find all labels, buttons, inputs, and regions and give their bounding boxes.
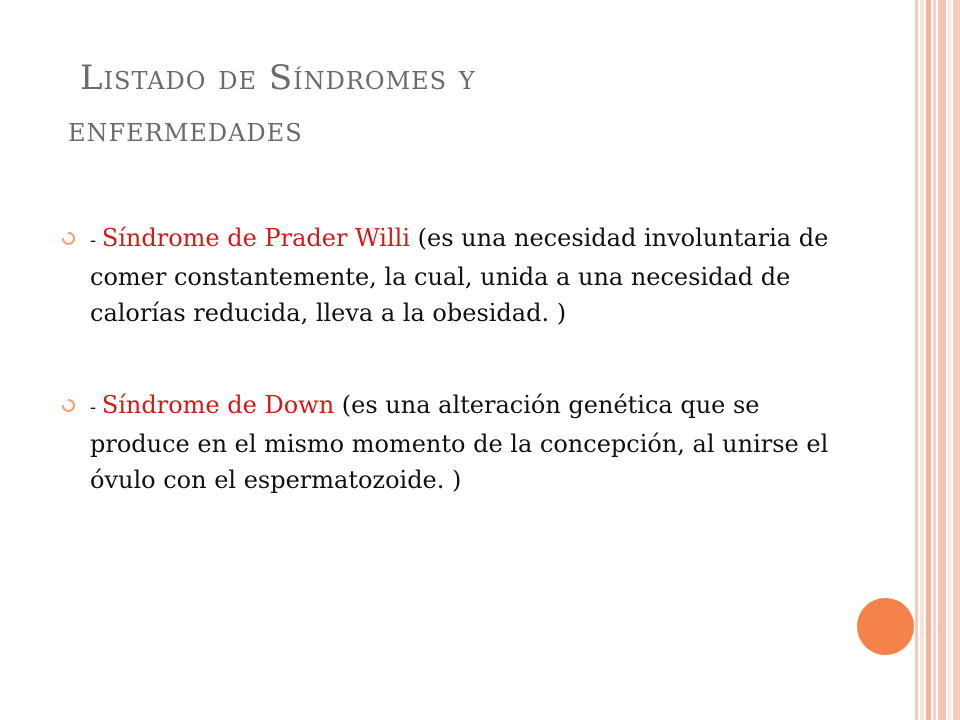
bullet-dash: - bbox=[90, 230, 102, 251]
bullet-item bbox=[62, 387, 852, 498]
bullet-ring-icon bbox=[62, 399, 75, 412]
stripe bbox=[948, 0, 951, 720]
title-line-1: Listado de Síndromes y bbox=[80, 58, 476, 98]
bullet-term: Síndrome de Down bbox=[101, 391, 335, 419]
bullet-text: (es una necesidad involuntaria de comer constantemente, la cual, unida a una necesidad de calorías reducida, lleva a la obesidad. ) bbox=[90, 224, 829, 327]
title-line-2: enfermedades bbox=[68, 110, 303, 150]
bullet-text: (es una alteración genética que se produce en el mismo momento de la concepción, al unirse el óvulo con el espermatozoide. ) bbox=[90, 391, 829, 494]
stripe bbox=[920, 0, 924, 720]
stripe bbox=[926, 0, 931, 720]
stripe bbox=[915, 0, 918, 720]
bullet-item bbox=[62, 220, 852, 331]
decorative-orb-icon bbox=[857, 598, 914, 655]
bullet-dash: - bbox=[90, 397, 102, 418]
stripe bbox=[938, 0, 946, 720]
decorative-stripes bbox=[915, 0, 960, 720]
bullet-term: Síndrome de Prader Willi bbox=[101, 224, 411, 252]
stripe bbox=[953, 0, 960, 720]
stripe bbox=[933, 0, 936, 720]
slide-title bbox=[68, 52, 780, 156]
bullet-ring-icon bbox=[62, 232, 75, 245]
slide-content bbox=[62, 220, 852, 554]
